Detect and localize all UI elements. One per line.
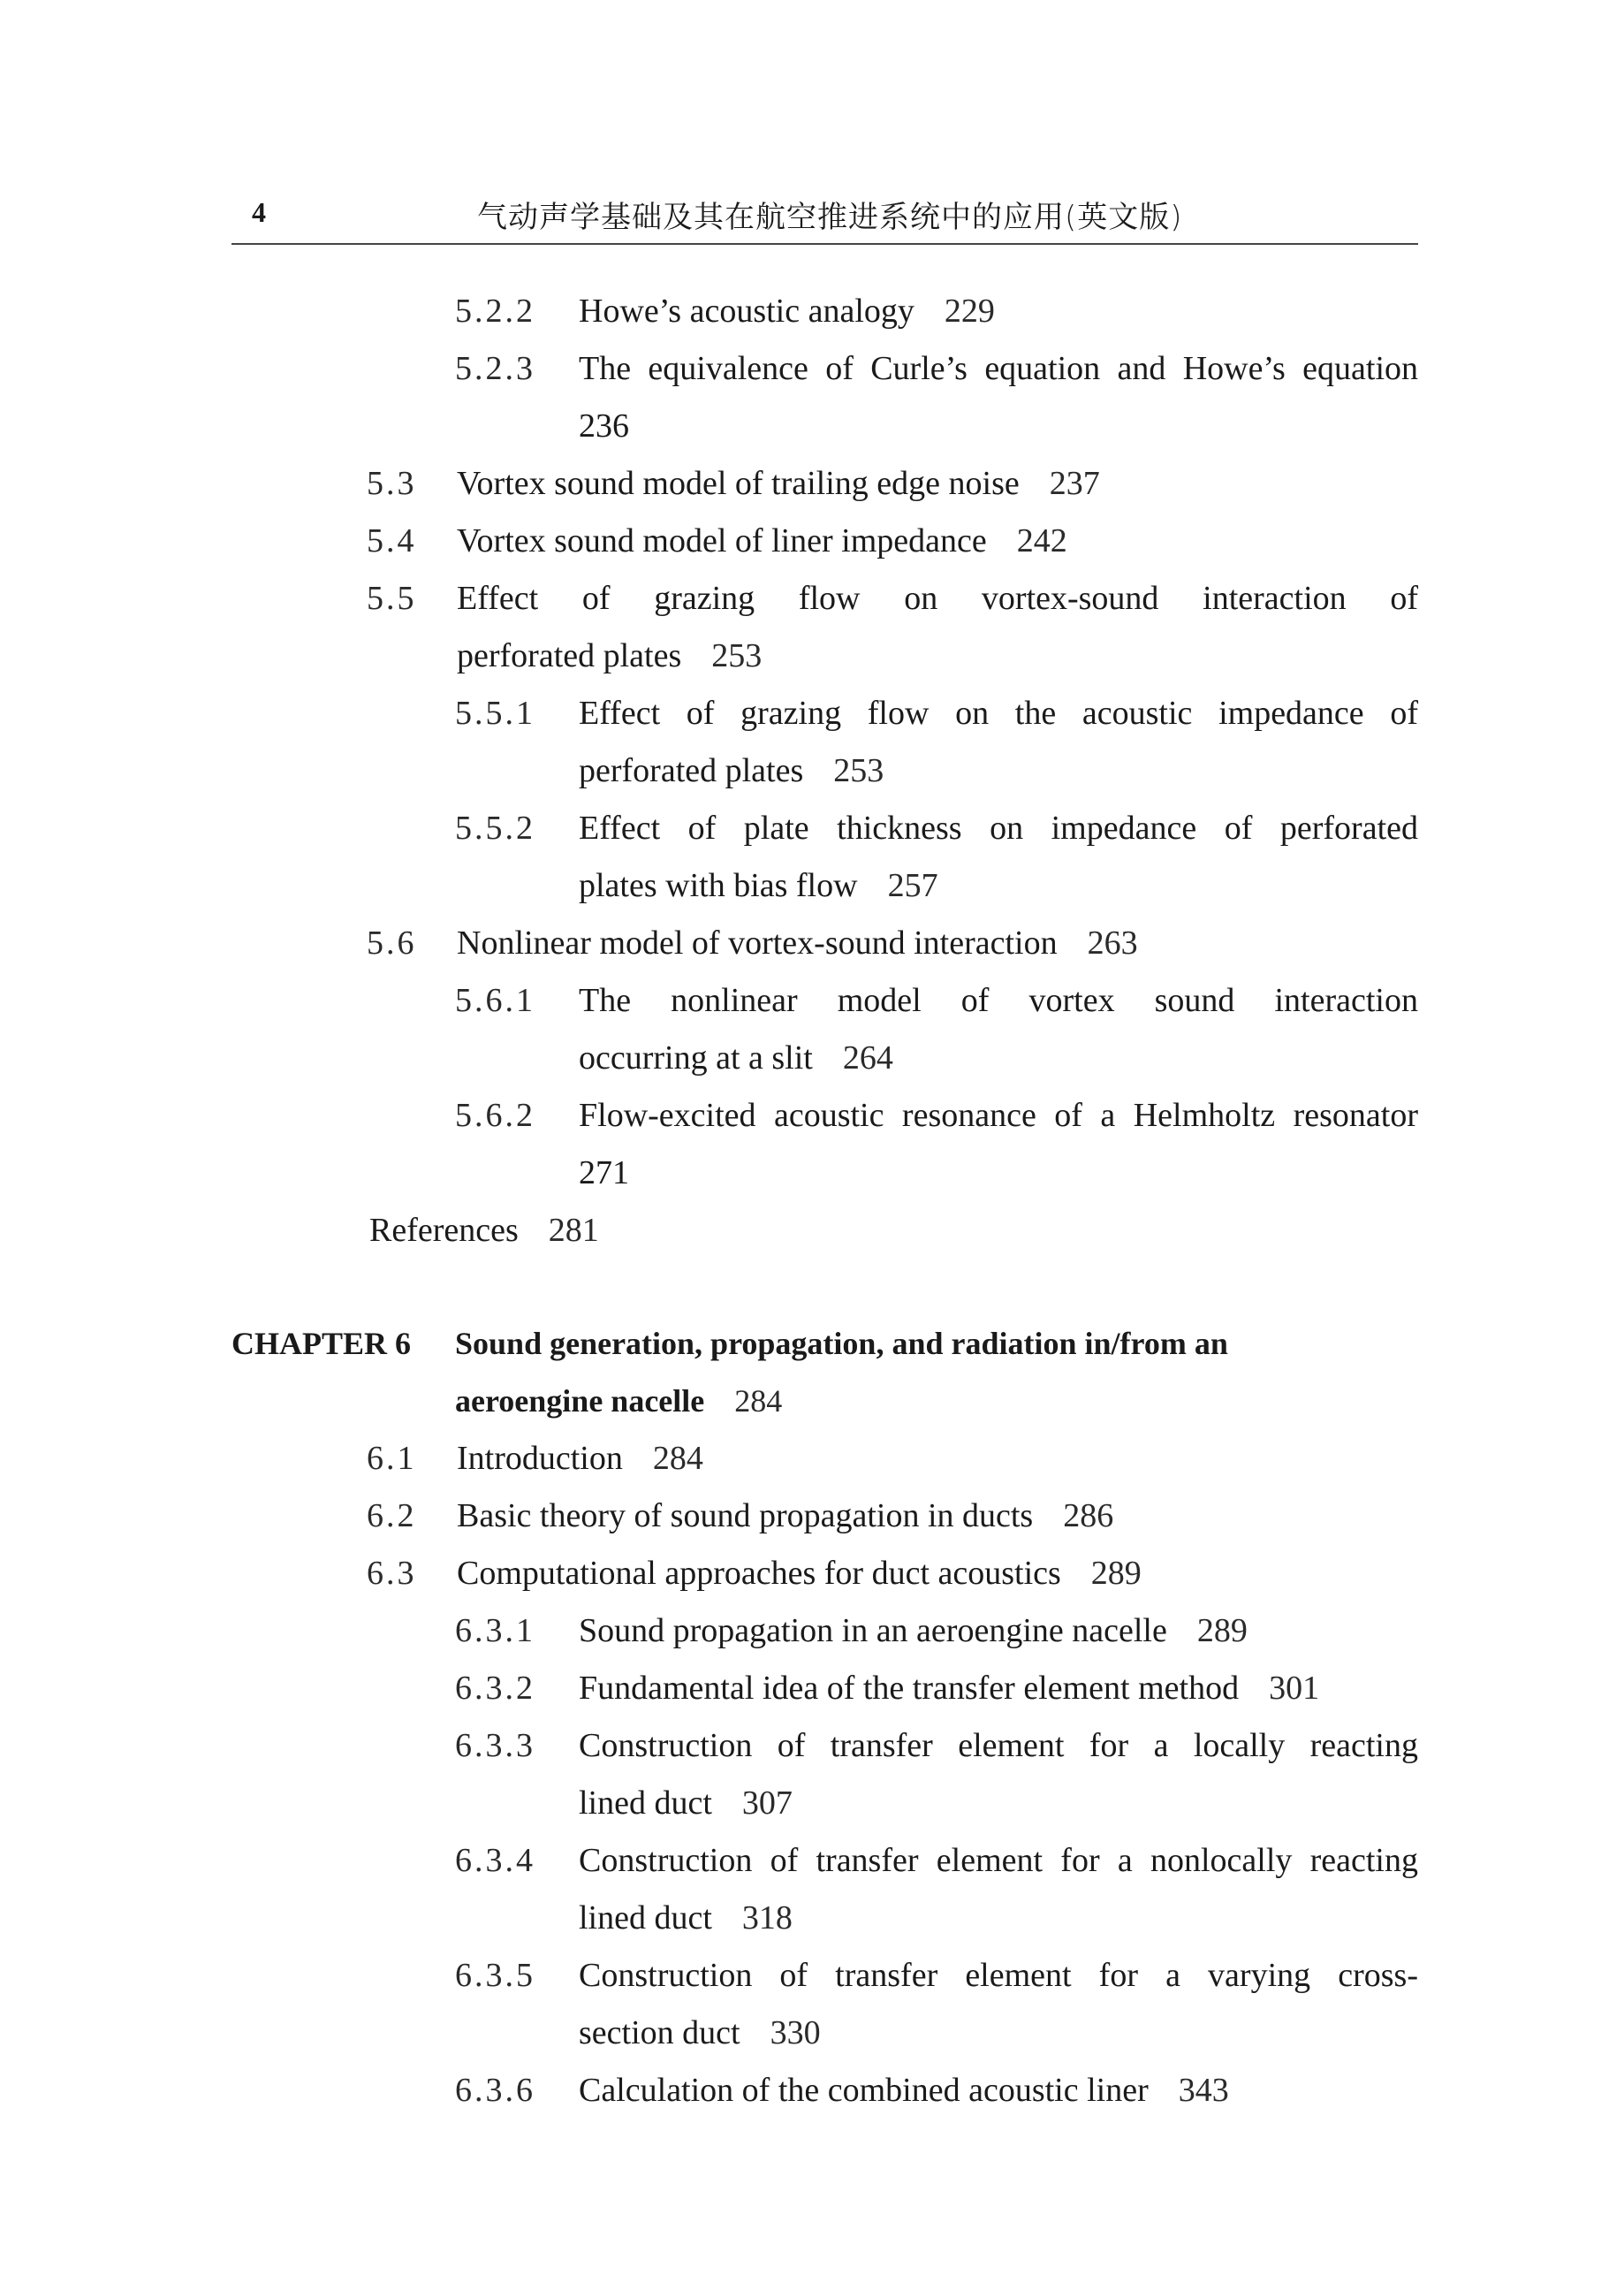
toc-title-text: perforated plates (579, 752, 804, 789)
toc-title-cont (579, 866, 938, 905)
toc-title (457, 924, 1138, 962)
toc-title-text: occurring at a slit (579, 1039, 813, 1077)
toc-page: 286 (1063, 1497, 1114, 1534)
toc-title (579, 1611, 1248, 1650)
toc-number: 6.3.4 (455, 1842, 535, 1879)
toc-number: 6.1 (367, 1440, 417, 1477)
toc-number: 6.3 (367, 1555, 417, 1592)
toc-title-text: Fundamental idea of the transfer element method (579, 1670, 1240, 1707)
toc-title-text: perforated plates (457, 637, 682, 674)
toc-title: Effect of plate thickness on impedance of perforated (579, 810, 1418, 847)
chapter-title-cont (455, 1381, 782, 1420)
toc-title-text: Basic theory of sound propagation in ducts (457, 1497, 1034, 1534)
toc-number: 5.5.2 (455, 810, 535, 847)
toc-title-text: Sound propagation in an aeroengine nacelle (579, 1612, 1167, 1649)
toc-page: 237 (1049, 465, 1100, 502)
toc-page: 253 (711, 637, 763, 674)
chapter-label: CHAPTER 6 (231, 1326, 412, 1361)
toc-title-text: Nonlinear model of vortex-sound interaction (457, 924, 1058, 962)
toc-number: 6.3.3 (455, 1727, 535, 1764)
toc-title-cont (579, 2013, 821, 2052)
toc-page: 284 (652, 1440, 703, 1477)
toc-page: 330 (770, 2014, 821, 2051)
toc-number: 6.3.6 (455, 2072, 535, 2109)
toc-title (457, 521, 1067, 560)
toc-title: Construction of transfer element for a nonlocally reacting (579, 1842, 1418, 1879)
toc-page: 289 (1090, 1555, 1142, 1592)
toc-title-text: section duct (579, 2014, 740, 2051)
toc-number: 5.2.2 (455, 293, 535, 330)
toc-title-text: References (369, 1212, 519, 1249)
toc-title-text: Vortex sound model of trailing edge noise (457, 465, 1020, 502)
toc-title (579, 292, 995, 331)
toc-title-text: Calculation of the combined acoustic liner (579, 2072, 1149, 2109)
toc-title: Construction of transfer element for a varying cross- (579, 1957, 1418, 1994)
toc-page: 318 (741, 1899, 793, 1936)
running-title: 气动声学基础及其在航空推进系统中的应用(英文版) (477, 200, 1183, 235)
toc-title: The nonlinear model of vortex sound interaction (579, 982, 1418, 1019)
toc-title: Effect of grazing flow on the acoustic impedance of (579, 695, 1418, 732)
toc-page: 284 (734, 1383, 783, 1419)
chapter-title: Sound generation, propagation, and radiation in/from an (455, 1326, 1228, 1361)
toc-title-cont (579, 1784, 793, 1822)
toc-number: 5.6.2 (455, 1097, 535, 1134)
toc-number: 6.3.2 (455, 1670, 535, 1707)
toc-page: 257 (887, 867, 938, 904)
toc-number: 5.6 (367, 924, 417, 962)
header-divider (231, 243, 1418, 245)
toc-page: 253 (833, 752, 884, 789)
toc-number: 6.3.5 (455, 1957, 535, 1994)
toc-number: 5.5.1 (455, 695, 535, 732)
toc-number: 5.4 (367, 522, 417, 559)
toc-title: Flow-excited acoustic resonance of a Helmholtz resonator (579, 1097, 1418, 1134)
toc-title-text: lined duct (579, 1899, 712, 1936)
toc-title (369, 1211, 599, 1250)
toc-page: 307 (741, 1784, 793, 1822)
toc-title: Effect of grazing flow on vortex-sound interaction of (457, 580, 1418, 617)
toc-title (457, 1554, 1142, 1593)
toc-page: 229 (944, 293, 995, 330)
toc-title-text: lined duct (579, 1784, 712, 1822)
toc-number: 5.6.1 (455, 982, 535, 1019)
toc-page: 242 (1016, 522, 1067, 559)
toc-title (457, 1439, 703, 1478)
page-number: 4 (252, 196, 266, 228)
toc-title-cont (579, 1039, 893, 1077)
toc-page: 289 (1196, 1612, 1248, 1649)
toc-title-cont (579, 751, 884, 790)
toc-page: 264 (842, 1039, 893, 1077)
toc-title (579, 2071, 1229, 2110)
toc-title-text: plates with bias flow (579, 867, 858, 904)
toc-title (457, 1496, 1113, 1535)
toc-title: Construction of transfer element for a locally reacting (579, 1727, 1418, 1764)
toc-title-text: Computational approaches for duct acoustics (457, 1555, 1061, 1592)
toc-title-text: Howe’s acoustic analogy (579, 293, 914, 330)
toc-page: 281 (548, 1212, 599, 1249)
toc-page: 263 (1087, 924, 1138, 962)
toc-page: 271 (579, 1154, 629, 1191)
toc-title-text: Introduction (457, 1440, 623, 1477)
toc-title-text: Vortex sound model of liner impedance (457, 522, 987, 559)
toc-number: 5.2.3 (455, 350, 535, 387)
toc-title (457, 464, 1100, 503)
toc-title: The equivalence of Curle’s equation and Howe’s equation (579, 350, 1418, 387)
toc-title (579, 1669, 1319, 1708)
toc-title-cont (579, 1898, 793, 1937)
toc-number: 6.2 (367, 1497, 417, 1534)
toc-page: 301 (1269, 1670, 1320, 1707)
toc-page: 236 (579, 407, 629, 445)
toc-number: 5.5 (367, 580, 417, 617)
toc-page: 343 (1178, 2072, 1229, 2109)
toc-title-text: aeroengine nacelle (455, 1383, 705, 1419)
toc-title-cont (457, 636, 762, 675)
toc-number: 6.3.1 (455, 1612, 535, 1649)
toc-number: 5.3 (367, 465, 417, 502)
